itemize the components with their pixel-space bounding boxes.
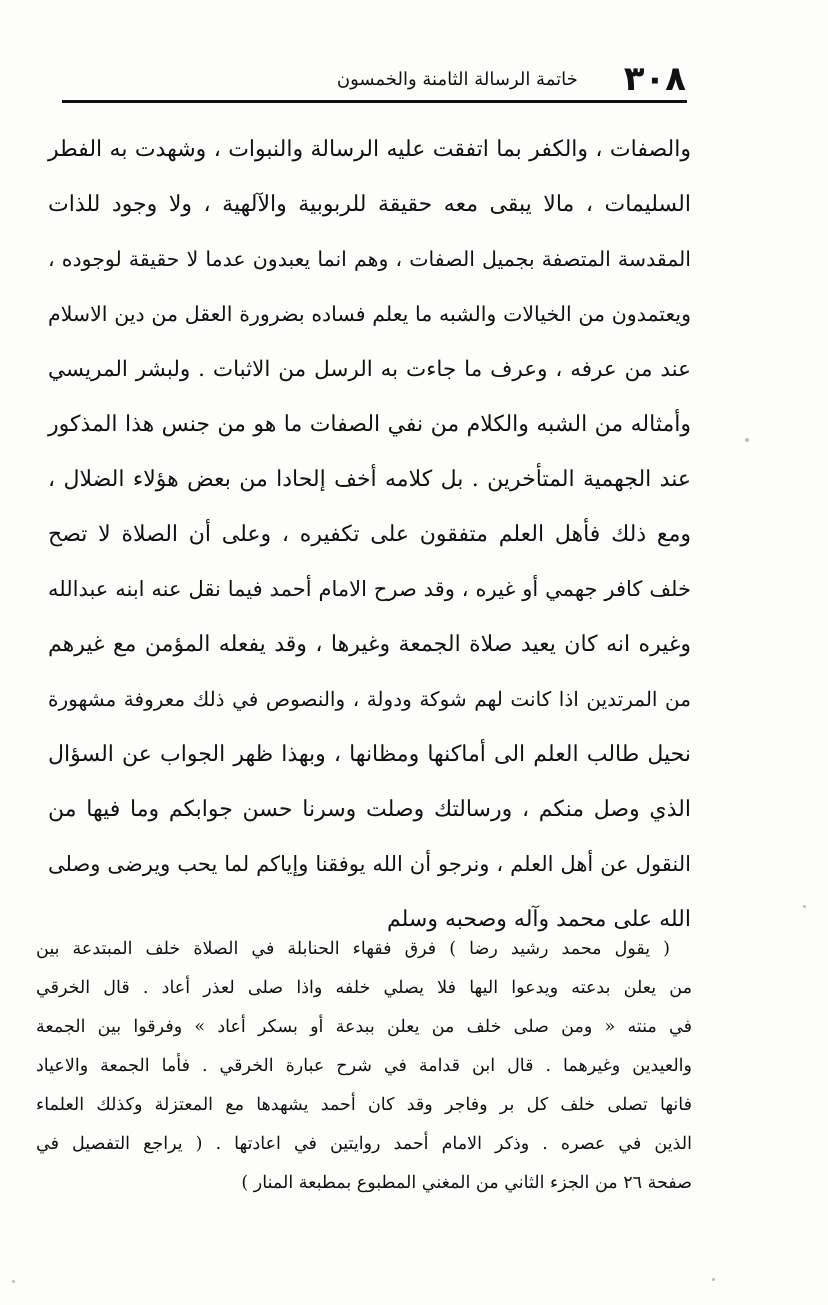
footnote-line: الذين في عصره . وذكر الامام أحمد روايتين في اعادتها . ( يراجع التفصيل في [36,1134,692,1154]
text-line: الذي وصل منكم ، ورسالتك وصلت وسرنا حسن جوابكم وما فيها من [48,797,691,822]
scan-speck [12,1280,15,1283]
footnote-line: من يعلن بدعته ويدعوا اليها فلا يصلي خلفه واذا صلى لعذر أعاد . قال الخرقي [36,978,692,998]
text-line: السليمات ، مالا يبقى معه حقيقة للربوبية والآلهية ، ولا وجود للذات [48,192,691,217]
text-line: ومع ذلك فأهل العلم متفقون على تكفيره ، وعلى أن الصلاة لا تصح [48,522,691,547]
running-title: خاتمة الرسالة الثامنة والخمسون [336,68,578,90]
text-line: ويعتمدون من الخيالات والشبه ما يعلم فساده بضرورة العقل من دين الاسلام [48,302,691,326]
page-number: ٣٠٨ [623,59,686,99]
text-line: من المرتدين اذا كانت لهم شوكة ودولة ، والنصوص في ذلك معروفة مشهورة [48,687,691,711]
footnote-line: ( يقول محمد رشيد رضا ) فرق فقهاء الحنابلة في الصلاة خلف المبتدعة بين [36,939,670,959]
footnote-line: صفحة ٢٦ من الجزء الثاني من المغني المطبوع بمطبعة المنار ) [241,1173,692,1193]
text-line: خلف كافر جهمي أو غيره ، وقد صرح الامام أحمد فيما نقل عنه ابنه عبدالله [48,577,691,601]
text-line: وأمثاله من الشبه والكلام من نفي الصفات ما هو من جنس هذا المذكور [48,412,691,437]
footnote-line: في منته « ومن صلى خلف من يعلن ببدعة أو بسكر أعاد » وفرقوا بين الجمعة [36,1017,692,1037]
text-line: وغيره انه كان يعيد صلاة الجمعة وغيرها ، وقد يفعله المؤمن مع غيرهم [48,632,691,657]
footnote-line: والعيدين وغيرهما . قال ابن قدامة في شرح عبارة الخرقي . فأما الجمعة والاعياد [36,1056,692,1076]
text-line: عند الجهمية المتأخرين . بل كلامه أخف إلحادا من بعض هؤلاء الضلال ، [48,467,691,492]
text-line: عند من عرفه ، وعرف ما جاءت به الرسل من الاثبات . ولبشر المريسي [48,357,691,382]
main-text [48,122,691,947]
text-line: والصفات ، والكفر بما اتفقت عليه الرسالة والنبوات ، وشهدت به الفطر [48,137,691,162]
text-line: الله على محمد وآله وصحبه وسلم [386,907,691,932]
scan-speck [803,905,806,908]
scan-speck [745,438,749,442]
header-rule [62,100,687,103]
text-line: النقول عن أهل العلم ، ونرجو أن الله يوفقنا وإياكم لما يحب ويرضى وصلى [48,852,691,876]
footnote-line: فانها تصلى خلف كل بر وفاجر وقد كان أحمد يشهدها مع المعتزلة وكذلك العلماء [36,1095,692,1115]
page-header [62,58,690,100]
footnote [36,930,692,1203]
text-line: المقدسة المتصفة بجميل الصفات ، وهم انما يعبدون عدما لا حقيقة لوجوده ، [48,247,691,271]
text-line: نحيل طالب العلم الى أماكنها ومظانها ، وبهذا ظهر الجواب عن السؤال [48,742,691,767]
scan-speck [712,1278,715,1281]
